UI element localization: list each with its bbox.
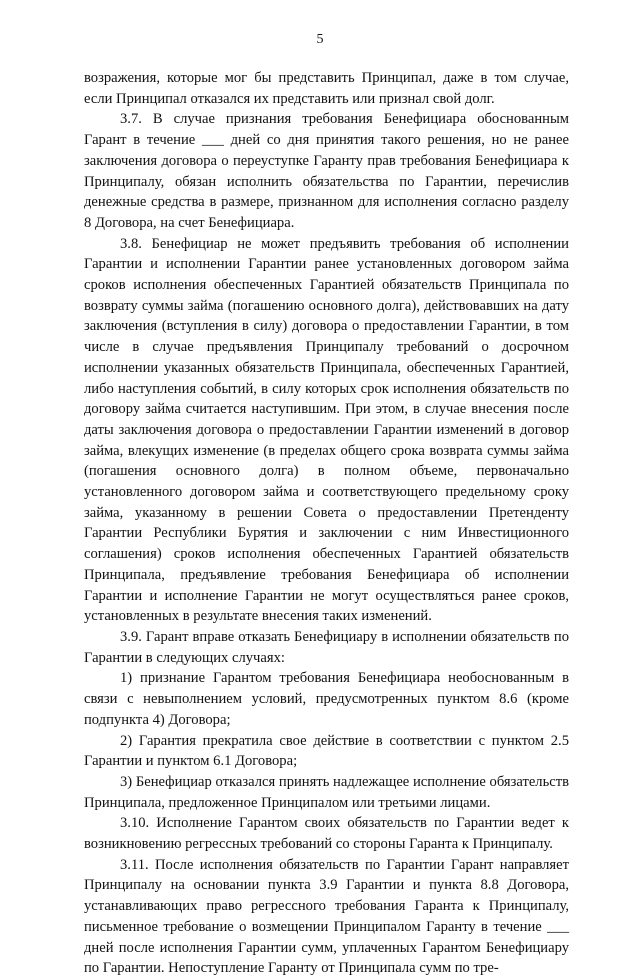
paragraph-3-10: 3.10. Исполнение Гарантом своих обязательств по Гарантии ведет к возникновению регрессных требований со стороны Гаранта к Принципалу. (84, 815, 569, 853)
paragraph-3-8: 3.8. Бенефициар не может предъявить требования об исполнении Гарантии и исполнении Гарантии ранее установленных договором займа сроков исполнения обеспеченных Гарантией обязательств Принципала по возврату суммы займа (погашению основного долга), действовавших на дату заключения (вступления в силу) договора о предоставлении Гарантии, в том числе в случае предъявления Принципалу требований о досрочном исполнении указанных обязательств Принципала, обеспеченных Гарантией, либо наступления событий, в силу которых срок исполнения обязательств по договору займа считается наступившим. При этом, в случае внесения после даты заключения договора о предоставлении Гарантии изменений в договор займа, влекущих изменение (в пределах общего срока возврата суммы займа (погашения основного долга) в полном объеме, первоначально установленного договором займа и соответствующего предельному сроку займа, указанному в решении Совета о предоставлении Претенденту Гарантии Республики Бурятия и заключении с ним Инвестиционного соглашения) сроков исполнения обеспеченных Гарантией обязательств Принципала, предъявление требования Бенефициара об исполнении Гарантии и исполнение Гарантии не могут осуществляться ранее сроков, установленных в результате внесения таких изменений. (84, 235, 569, 625)
paragraph-3-7: 3.7. В случае признания требования Бенефициара обоснованным Гарант в течение ___ дней со дня принятия такого решения, но не ранее заключения договора о переуступке Гаранту прав требования Бенефициара к Принципалу, обязан исполнить обязательства по Гарантии, перечислив денежные средства в размере, признанном для исполнения согласно разделу 8 Договора, на счет Бенефициара. (84, 111, 569, 231)
list-item-2: 2) Гарантия прекратила свое действие в соответствии с пунктом 2.5 Гарантии и пунктом 6.1 Договора; (84, 732, 569, 770)
list-item-1: 1) признание Гарантом требования Бенефициара необоснованным в связи с невыполнением условий, предусмотренных пунктом 8.6 (кроме подпункта 4) Договора; (84, 670, 569, 728)
paragraph-3-11: 3.11. После исполнения обязательств по Гарантии Гарант направляет Принципалу на основании пункта 3.9 Гарантии и пункта 8.8 Договора, устанавливающих право регрессного требования Гаранта к Принципалу, письменное требование о возмещении Принципалом Гаранту в течение ___ дней после исполнения Гарантии сумм, уплаченных Гарантом Бенефициару по Гарантии. Непоступление Гаранту от Принципала сумм по тре- (84, 856, 569, 977)
page-number: 5 (316, 32, 324, 47)
paragraph-3-9: 3.9. Гарант вправе отказать Бенефициару в исполнении обязательств по Гарантии в следующих случаях: (84, 628, 569, 666)
paragraph-continuation: возражения, которые мог бы представить Принципал, даже в том случае, если Принципал отказался их представить или признал свой долг. (84, 70, 569, 107)
list-item-3: 3) Бенефициар отказался принять надлежащее исполнение обязательств Принципала, предложенное Принципалом или третьими лицами. (84, 773, 569, 811)
document-body (84, 68, 569, 979)
